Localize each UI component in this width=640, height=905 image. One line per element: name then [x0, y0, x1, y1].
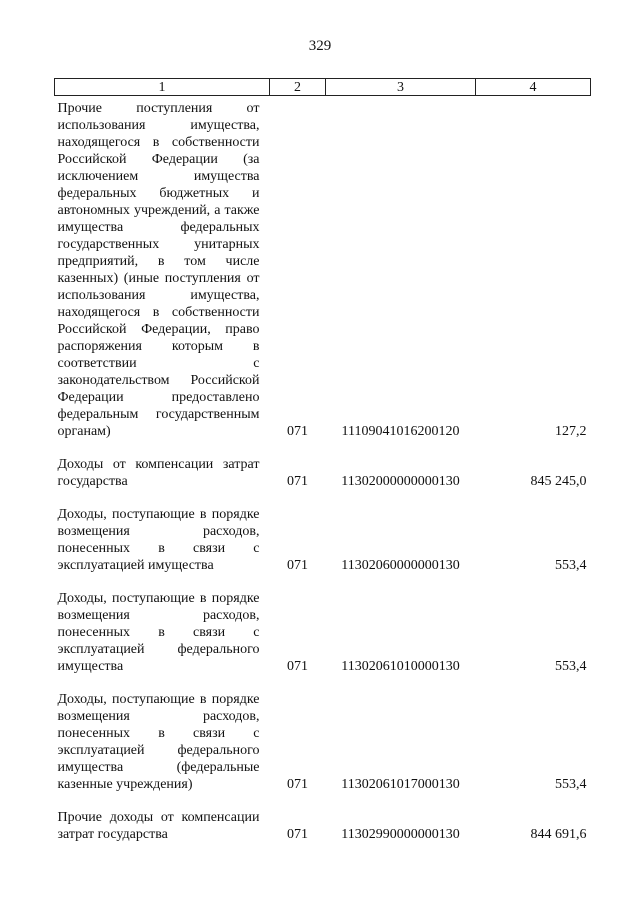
table-row: [55, 96, 591, 441]
row-classification-code: 11109041016200120: [341, 424, 460, 439]
row-description: Прочие поступления от использования имущества, находящегося в собственности Российской Федерации (за исключением имущества федеральных бюджетных и автономных учреждений, а также имущества федеральных государственных унитарных предприятий, в том числе казенных) (иные поступления от использования имущества, находящегося в собственности Российской Федерации, право распоряжения которым в соответствии с законодательством Российской Федерации предоставлено федеральным государственным органам): [57, 101, 260, 439]
row-classification-code: 11302060000000130: [341, 558, 460, 573]
column-header-1: 1: [55, 79, 270, 96]
column-header-2: 2: [270, 79, 326, 96]
table-row: [55, 490, 591, 574]
row-classification-code: 11302061010000130: [341, 659, 460, 674]
page-number: 329: [308, 38, 332, 54]
row-amount: 553,4: [555, 659, 587, 674]
row-description: Доходы, поступающие в порядке возмещения расходов, понесенных в связи с эксплуатацией имущества: [57, 507, 260, 573]
table-header-row: [55, 79, 591, 96]
row-admin-code: 071: [287, 777, 308, 792]
row-classification-code: 11302990000000130: [341, 827, 460, 842]
row-description: Доходы, поступающие в порядке возмещения расходов, понесенных в связи с эксплуатацией федерального имущества: [57, 591, 260, 674]
row-classification-code: 11302061017000130: [341, 777, 460, 792]
row-description: Доходы, поступающие в порядке возмещения расходов, понесенных в связи с эксплуатацией федерального имущества (федеральные казенные учреждения): [57, 692, 260, 792]
row-description: Доходы от компенсации затрат государства: [57, 457, 260, 489]
row-admin-code: 071: [287, 827, 308, 842]
row-amount: 845 245,0: [530, 474, 587, 489]
row-description: Прочие доходы от компенсации затрат государства: [57, 810, 260, 842]
row-classification-code: 11302000000000130: [341, 474, 460, 489]
column-header-4: 4: [476, 79, 591, 96]
row-amount: 844 691,6: [530, 827, 587, 842]
row-amount: 553,4: [555, 777, 587, 792]
row-admin-code: 071: [287, 474, 308, 489]
column-header-3: 3: [326, 79, 476, 96]
row-admin-code: 071: [287, 424, 308, 439]
row-admin-code: 071: [287, 659, 308, 674]
table-row: [55, 675, 591, 793]
row-amount: 127,2: [555, 424, 587, 439]
table-row: [55, 440, 591, 490]
row-amount: 553,4: [555, 558, 587, 573]
table-row: [55, 793, 591, 843]
revenue-table: [54, 78, 591, 843]
row-admin-code: 071: [287, 558, 308, 573]
table-row: [55, 574, 591, 675]
